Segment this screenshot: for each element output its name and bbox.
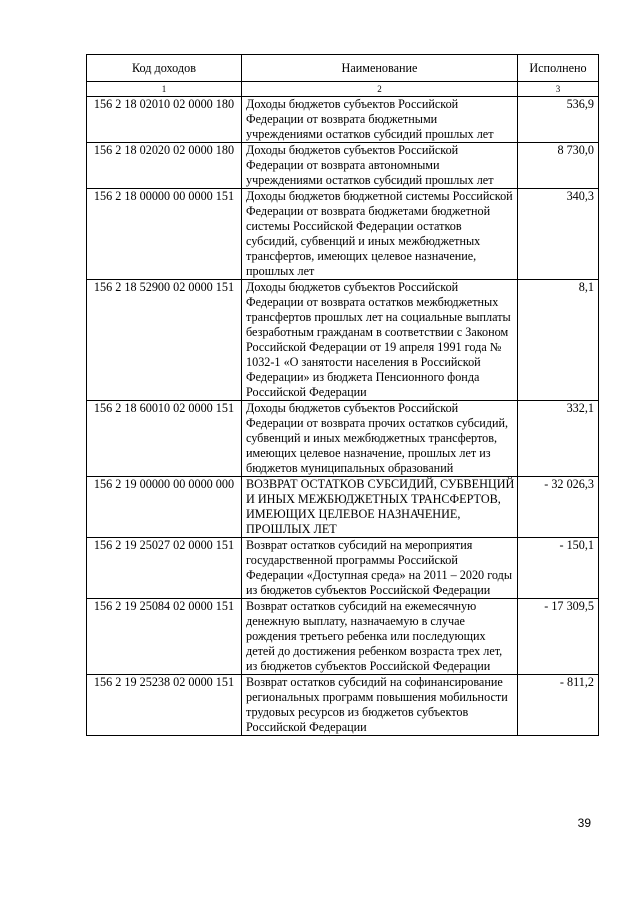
income-code-cell: 156 2 18 52900 02 0000 151	[87, 280, 242, 401]
income-name-cell: Возврат остатков субсидий на софинансирование региональных программ повышения мобильности трудовых ресурсов из бюджетов субъектов Российской Федерации	[242, 675, 518, 736]
income-name-cell: Доходы бюджетов субъектов Российской Федерации от возврата бюджетными учреждениями остатков субсидий прошлых лет	[242, 97, 518, 143]
income-code-cell: 156 2 18 00000 00 0000 151	[87, 189, 242, 280]
executed-value-cell: - 17 309,5	[518, 599, 599, 675]
income-name-cell: Доходы бюджетов субъектов Российской Федерации от возврата остатков межбюджетных трансфертов прошлых лет на социальные выплаты безработным гражданам в соответствии с Законом Российской Федерации от 19 апреля 1991 года № 1032-1 «О занятости населения в Российской Федерации» из бюджета Пенсионного фонда Российской Федерации	[242, 280, 518, 401]
header-code: Код доходов	[87, 55, 242, 82]
income-table	[86, 54, 599, 736]
page-number: 39	[577, 816, 591, 830]
header-row	[87, 55, 599, 82]
table-row	[87, 280, 599, 401]
executed-value-cell: 8,1	[518, 280, 599, 401]
table-row	[87, 538, 599, 599]
column-number-row	[87, 82, 599, 97]
income-code-cell: 156 2 19 00000 00 0000 000	[87, 477, 242, 538]
income-code-cell: 156 2 19 25238 02 0000 151	[87, 675, 242, 736]
income-name-cell: Доходы бюджетов субъектов Российской Федерации от возврата автономными учреждениями остатков субсидий прошлых лет	[242, 143, 518, 189]
table-row	[87, 97, 599, 143]
table-row	[87, 477, 599, 538]
income-code-cell: 156 2 19 25084 02 0000 151	[87, 599, 242, 675]
executed-value-cell: - 32 026,3	[518, 477, 599, 538]
column-number: 2	[242, 82, 518, 97]
header-executed: Исполнено	[518, 55, 599, 82]
executed-value-cell: 536,9	[518, 97, 599, 143]
income-code-cell: 156 2 18 02020 02 0000 180	[87, 143, 242, 189]
income-name-cell: Доходы бюджетов бюджетной системы Российской Федерации от возврата бюджетами бюджетной системы Российской Федерации остатков субсидий, субвенций и иных межбюджетных трансфертов, имеющих целевое назначение, прошлых лет	[242, 189, 518, 280]
executed-value-cell: 340,3	[518, 189, 599, 280]
table-row	[87, 143, 599, 189]
column-number: 1	[87, 82, 242, 97]
income-code-cell: 156 2 18 60010 02 0000 151	[87, 401, 242, 477]
income-code-cell: 156 2 19 25027 02 0000 151	[87, 538, 242, 599]
income-name-cell: Доходы бюджетов субъектов Российской Федерации от возврата прочих остатков субсидий, субвенций и иных межбюджетных трансфертов, имеющих целевое назначение, прошлых лет из бюджетов муниципальных образований	[242, 401, 518, 477]
executed-value-cell: - 811,2	[518, 675, 599, 736]
income-name-cell: Возврат остатков субсидий на ежемесячную денежную выплату, назначаемую в случае рождения третьего ребенка или последующих детей до достижения ребенком возраста трех лет, из бюджетов субъектов Российской Федерации	[242, 599, 518, 675]
income-name-cell: Возврат остатков субсидий на мероприятия государственной программы Российской Федерации «Доступная среда» на 2011 – 2020 годы из бюджетов субъектов Российской Федерации	[242, 538, 518, 599]
header-name: Наименование	[242, 55, 518, 82]
table-row	[87, 189, 599, 280]
executed-value-cell: 8 730,0	[518, 143, 599, 189]
income-code-cell: 156 2 18 02010 02 0000 180	[87, 97, 242, 143]
table-row	[87, 401, 599, 477]
executed-value-cell: 332,1	[518, 401, 599, 477]
table-row	[87, 599, 599, 675]
column-number: 3	[518, 82, 599, 97]
income-name-cell: ВОЗВРАТ ОСТАТКОВ СУБСИДИЙ, СУБВЕНЦИЙ И ИНЫХ МЕЖБЮДЖЕТНЫХ ТРАНСФЕРТОВ, ИМЕЮЩИХ ЦЕЛЕВОЕ НАЗНАЧЕНИЕ, ПРОШЛЫХ ЛЕТ	[242, 477, 518, 538]
table-row	[87, 675, 599, 736]
executed-value-cell: - 150,1	[518, 538, 599, 599]
